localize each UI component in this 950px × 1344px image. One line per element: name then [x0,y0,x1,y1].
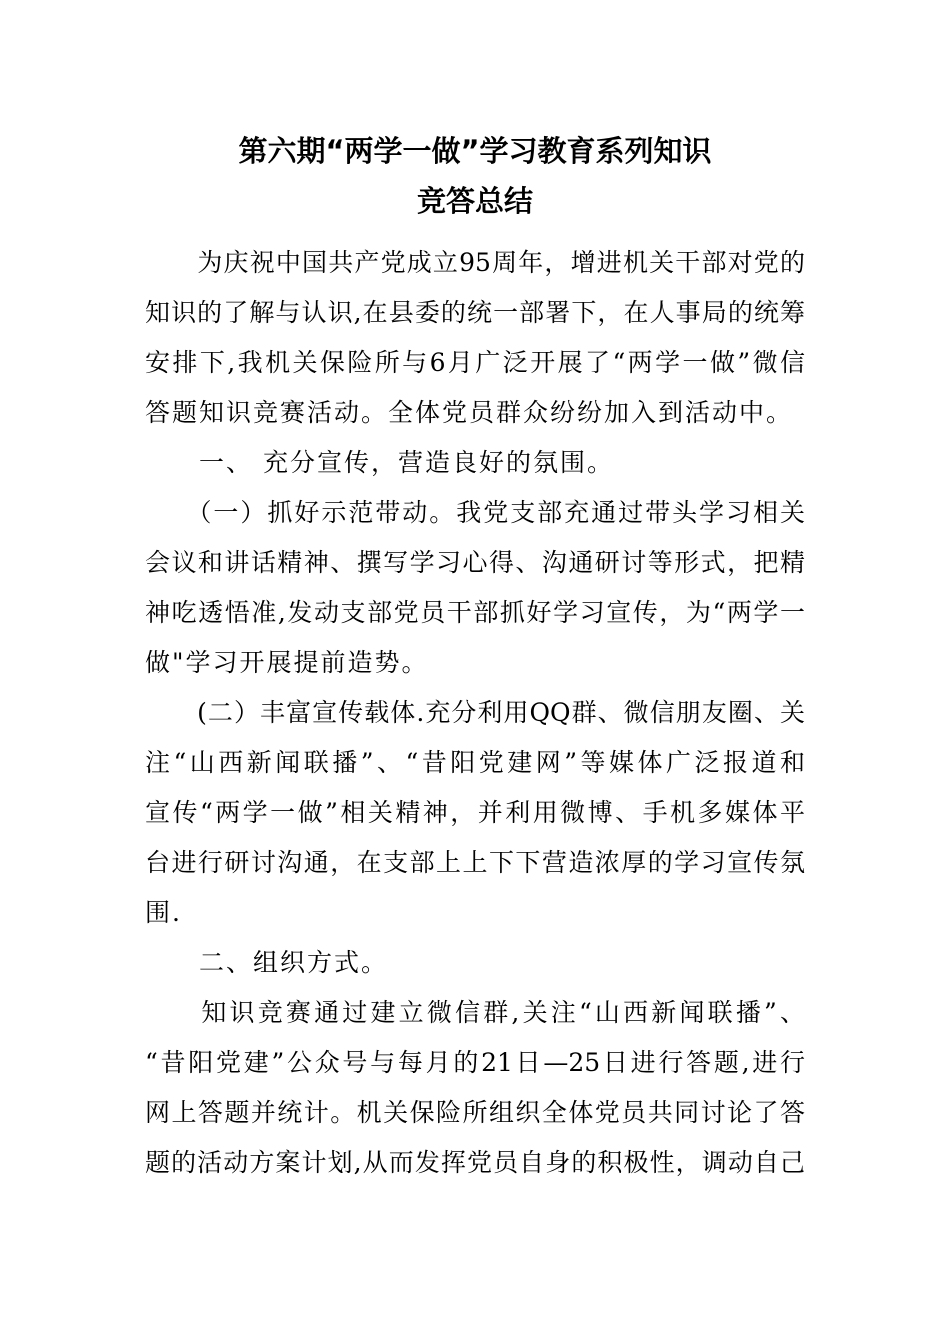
paragraph-2-line-1: （一）抓好示范带动。我党支部充通过带头学习相关 [145,498,805,527]
document-title-line-2: 竞答总结 [416,184,533,218]
paragraph-3-line-4: 台进行研讨沟通，在支部上上下下营造浓厚的学习宣传氛 [145,848,805,877]
paragraph-1-line-4: 答题知识竞赛活动。全体党员群众纷纷加入到活动中。 [145,398,794,427]
paragraph-3-line-1: (二）丰富宣传载体.充分利用QQ群、微信朋友圈、关 [145,698,805,727]
section-heading-2: 二、组织方式。 [145,948,389,977]
paragraph-3-line-3: 宣传“两学一做”相关精神，并利用微博、手机多媒体平 [145,798,805,827]
paragraph-2-line-2: 会议和讲话精神、撰写学习心得、沟通研讨等形式，把精 [145,548,805,577]
paragraph-2-line-3: 神吃透悟准,发动支部党员干部抓好学习宣传，为“两学一 [145,598,805,627]
paragraph-1-line-2: 知识的了解与认识,在县委的统一部署下，在人事局的统筹 [145,298,805,327]
paragraph-1-line-1: 为庆祝中国共产党成立95周年，增进机关干部对党的 [145,248,805,277]
paragraph-2-line-4: 做"学习开展提前造势。 [145,648,429,677]
section-heading-1: 一、 充分宣传，营造良好的氛围。 [145,448,614,477]
paragraph-3-line-2: 注“山西新闻联播”、“昔阳党建网”等媒体广泛报道和 [145,748,805,777]
paragraph-4-line-3: 网上答题并统计。机关保险所组织全体党员共同讨论了答 [145,1098,805,1127]
paragraph-4-line-4: 题的活动方案计划,从而发挥党员自身的积极性，调动自己 [145,1148,805,1177]
paragraph-1-line-3: 安排下,我机关保险所与6月广泛开展了“两学一做”微信 [145,348,805,377]
paragraph-4-line-2: “昔阳党建”公众号与每月的21日—25日进行答题,进行 [145,1048,805,1077]
paragraph-3-line-5: 围. [145,898,182,927]
paragraph-4-line-1: 知识竞赛通过建立微信群,关注“山西新闻联播”、 [145,998,805,1027]
document-title-line-1: 第六期“两学一做”学习教育系列知识 [238,134,712,168]
